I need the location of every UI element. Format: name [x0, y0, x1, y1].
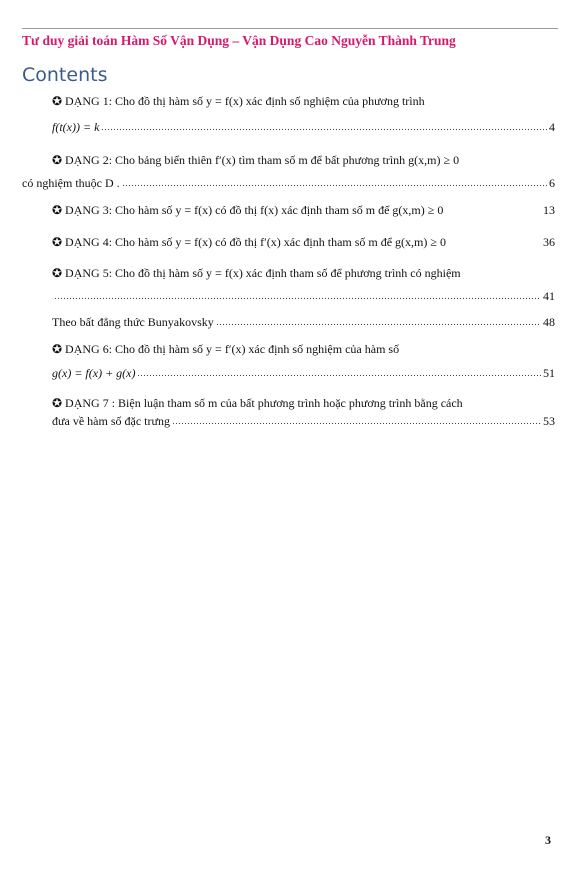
toc-entry-text: f(t(x)) = k — [52, 120, 100, 134]
toc-entry-3[interactable] — [52, 202, 555, 218]
header-rule — [22, 28, 558, 29]
toc-entry-text: đưa về hàm số đặc trưng — [52, 414, 170, 428]
leader-dots — [101, 119, 547, 131]
toc-entry-7-line-2[interactable] — [52, 365, 555, 381]
toc-entry-8-line-2[interactable] — [52, 413, 555, 429]
toc-page-number: 6 — [549, 176, 555, 190]
toc-entry-text: ✪ DẠNG 2: Cho bảng biến thiên f′(x) tìm tham số m để bất phương trình g(x,m) ≥ 0 — [52, 153, 460, 167]
leader-space — [445, 202, 541, 214]
toc-entry-text: g(x) = f(x) + g(x) — [52, 366, 136, 380]
toc-page-number: 53 — [543, 414, 555, 428]
toc-entry-1-line-2[interactable] — [52, 119, 555, 135]
toc-entry-text: Theo bất đẳng thức Bunyakovsky — [52, 315, 214, 329]
toc-entry-7-line-1[interactable] — [52, 341, 555, 357]
toc-entry-2-line-2[interactable] — [22, 175, 555, 191]
leader-dots — [172, 413, 541, 425]
contents-heading: Contents — [22, 64, 108, 86]
leader-dots — [54, 288, 541, 300]
toc-page-number: 51 — [543, 366, 555, 380]
toc-entry-text: ✪ DẠNG 5: Cho đồ thị hàm số y = f(x) xác định tham số để phương trình có nghiệm — [52, 266, 461, 280]
toc-entry-text: ✪ DẠNG 3: Cho hàm số y = f(x) có đồ thị f(x) xác định tham số m để g(x,m) ≥ 0 — [52, 203, 444, 217]
leader-space — [448, 234, 541, 246]
toc-entry-text: ✪ DẠNG 7 : Biện luận tham số m của bất phương trình hoặc phương trình bằng cách — [52, 396, 463, 410]
leader-dots — [216, 314, 541, 326]
toc-entry-2-line-1[interactable] — [52, 152, 555, 168]
page-number: 3 — [545, 833, 551, 847]
toc-entry-6[interactable] — [52, 314, 555, 330]
toc-page-number: 41 — [543, 289, 555, 303]
toc-page-number: 13 — [543, 203, 555, 217]
leader-dots — [122, 175, 547, 187]
toc-entry-8-line-1[interactable] — [52, 395, 555, 411]
toc-entry-text: ✪ DẠNG 1: Cho đồ thị hàm số y = f(x) xác định số nghiệm của phương trình — [52, 94, 425, 108]
toc-entry-text: ✪ DẠNG 6: Cho đồ thị hàm số y = f′(x) xác định số nghiệm của hàm số — [52, 342, 400, 356]
toc-entry-1-line-1[interactable] — [52, 93, 555, 109]
toc-entry-5-line-1[interactable] — [52, 265, 555, 281]
toc-page-number: 48 — [543, 315, 555, 329]
toc-entry-text: ✪ DẠNG 4: Cho hàm số y = f(x) có đồ thị f′(x) xác định tham số m để g(x,m) ≥ 0 — [52, 235, 446, 249]
toc-page-number: 4 — [549, 120, 555, 134]
toc-entry-text: có nghiệm thuộc D . — [22, 176, 120, 190]
leader-dots — [137, 365, 541, 377]
header-title: Tư duy giải toán Hàm Số Vận Dụng – Vận Dụng Cao Nguyễn Thành Trung — [22, 33, 456, 48]
toc-page-number: 36 — [543, 235, 555, 249]
toc-entry-5-line-2[interactable] — [52, 288, 555, 304]
toc-entry-4[interactable] — [52, 234, 555, 250]
